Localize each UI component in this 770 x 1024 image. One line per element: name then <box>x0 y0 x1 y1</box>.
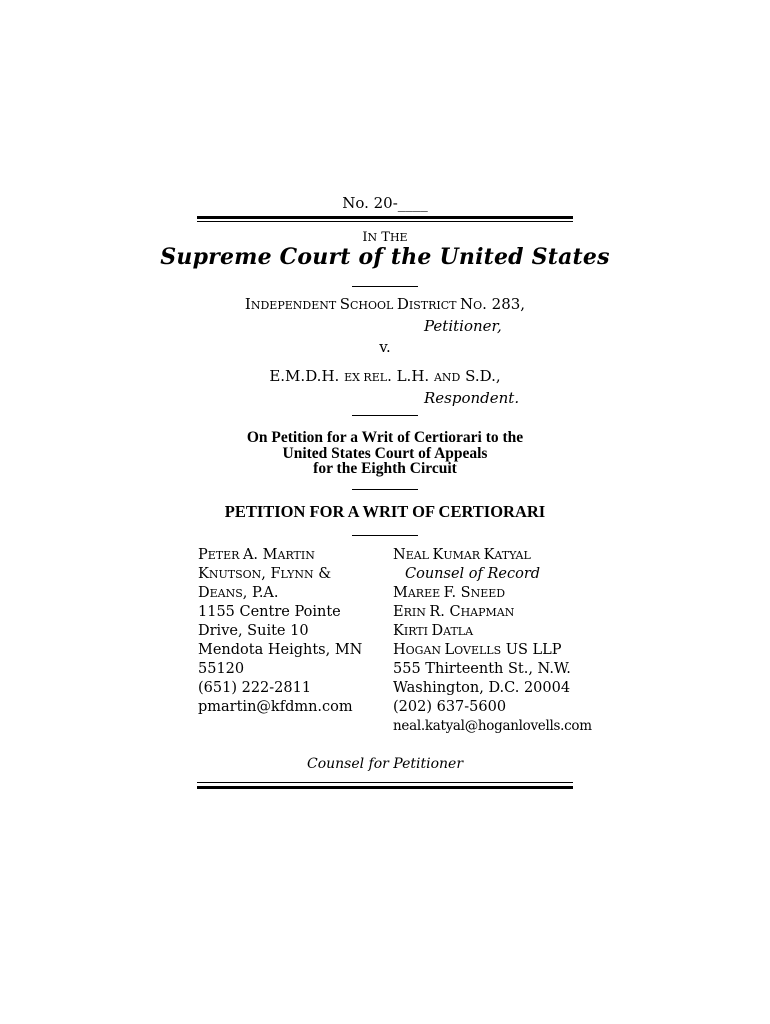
bottom-rule-thick <box>197 786 573 789</box>
petition-heading-line3: for the Eighth Circuit <box>313 460 457 477</box>
left-counsel-line: KNUTSON, FLYNN & <box>198 566 332 582</box>
top-rule-thick <box>197 216 573 219</box>
right-counsel-line: ERIN R. CHAPMAN <box>393 604 515 620</box>
right-counsel-block <box>393 546 592 736</box>
counsel-for-label: Counsel for Petitioner <box>306 756 464 772</box>
right-counsel-line: Washington, D.C. 20004 <box>393 680 571 696</box>
respondent-name: E.M.D.H. EX REL. L.H. AND S.D., <box>269 367 501 385</box>
right-counsel-line: HOGAN LOVELLS US LLP <box>393 642 562 658</box>
left-counsel-block <box>198 546 362 717</box>
top-rule-thin <box>197 221 573 222</box>
docket-number: No. 20-____ <box>342 194 428 212</box>
right-counsel-line: MAREE F. SNEED <box>393 585 506 601</box>
right-counsel-email: neal.katyal@hoganlovells.com <box>393 718 592 734</box>
respondent-role: Respondent. <box>424 389 520 407</box>
divider-1 <box>352 286 418 287</box>
petitioner-name: INDEPENDENT SCHOOL DISTRICT NO. 283, <box>244 295 526 313</box>
in-the-label: IN THE <box>362 230 408 245</box>
counsel-of-record: Counsel of Record <box>405 566 541 582</box>
right-counsel-line: (202) 637-5600 <box>393 699 507 715</box>
left-counsel-line: DEANS, P.A. <box>198 585 279 601</box>
document-title: PETITION FOR A WRIT OF CERTIORARI <box>224 502 546 521</box>
right-counsel-lead: NEAL KUMAR KATYAL <box>393 547 531 563</box>
petition-heading-line2: United States Court of Appeals <box>282 445 488 462</box>
left-counsel-line: PETER A. MARTIN <box>198 547 315 563</box>
right-counsel-line: 555 Thirteenth St., N.W. <box>393 661 571 677</box>
divider-3 <box>352 489 418 490</box>
petition-heading-line1: On Petition for a Writ of Certiorari to the <box>246 429 524 446</box>
divider-2 <box>352 415 418 416</box>
right-counsel-line: KIRTI DATLA <box>393 623 474 639</box>
petitioner-role: Petitioner, <box>424 317 502 335</box>
left-counsel-email: pmartin@kfdmn.com <box>198 699 353 715</box>
left-counsel-line: Mendota Heights, MN <box>198 642 363 658</box>
versus-label: v. <box>379 338 391 356</box>
left-counsel-line: (651) 222-2811 <box>198 680 312 696</box>
court-name: Supreme Court of the United States <box>160 244 610 270</box>
left-counsel-line: 55120 <box>198 661 245 677</box>
left-counsel-line: Drive, Suite 10 <box>198 623 309 639</box>
bottom-rule-thin <box>197 782 573 783</box>
left-counsel-line: 1155 Centre Pointe <box>198 604 341 620</box>
divider-4 <box>352 535 418 536</box>
